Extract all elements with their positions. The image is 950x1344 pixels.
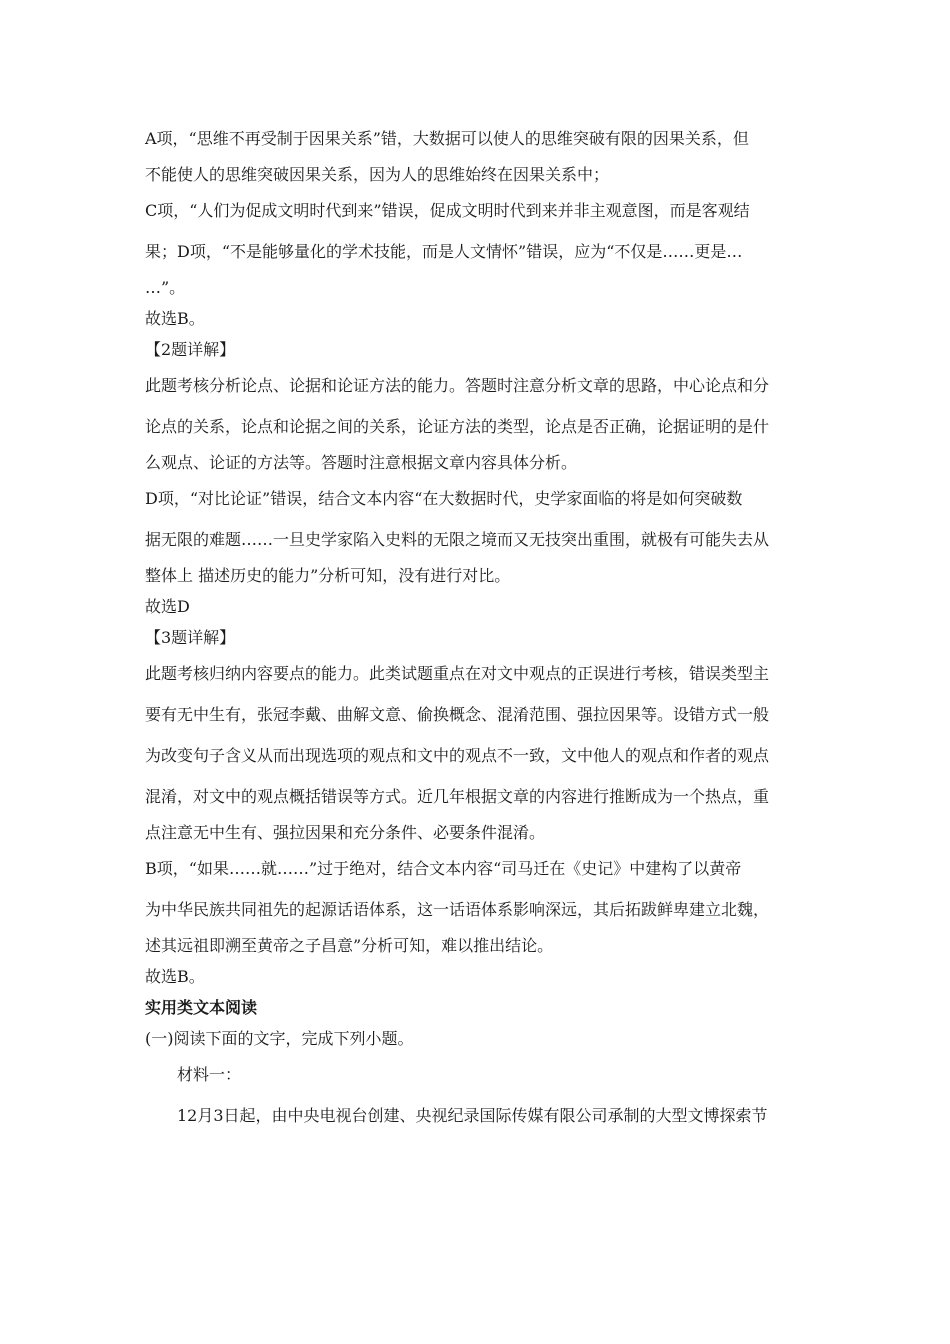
text-line: (一)阅读下面的文字，完成下列小题。	[145, 1029, 414, 1048]
text-line: 混淆，对文中的观点概括错误等方式。近几年根据文章的内容进行推断成为一个热点，重	[145, 787, 770, 806]
text-line: 述其远祖即溯至黄帝之子昌意”分析可知，难以推出结论。	[145, 936, 554, 955]
text-line: 论点的关系，论点和论据之间的关系，论证方法的类型，论点是否正确，论据证明的是什	[145, 417, 770, 436]
text-line: 故选B。	[145, 967, 205, 986]
text-line: 整体上 描述历史的能力”分析可知，没有进行对比。	[145, 566, 511, 585]
text-line: 么观点、论证的方法等。答题时注意根据文章内容具体分析。	[145, 453, 578, 472]
text-line: 要有无中生有，张冠李戴、曲解文意、偷换概念、混淆范围、强拉因果等。设错方式一般	[145, 705, 770, 724]
text-line: 果；D项，“不是能够量化的学术技能，而是人文情怀”错误，应为“不仅是……更是…	[145, 242, 743, 261]
text-line: D项，“对比论证”错误，结合文本内容“在大数据时代，史学家面临的将是如何突破数	[145, 489, 743, 508]
text-line: 据无限的难题……一旦史学家陷入史料的无限之境而又无技突出重围，就极有可能失去从	[145, 530, 770, 549]
section-heading: 实用类文本阅读	[145, 998, 258, 1017]
document-body	[145, 118, 805, 1136]
text-line: …”。	[145, 278, 186, 297]
text-line: B项，“如果……就……”过于绝对，结合文本内容“司马迁在《史记》中建构了以黄帝	[145, 859, 742, 878]
text-line: 故选D	[145, 597, 190, 616]
text-line: 【2题详解】	[145, 340, 236, 359]
text-line: 故选B。	[145, 309, 205, 328]
text-line: 12月3日起，由中央电视台创建、央视纪录国际传媒有限公司承制的大型文博探索节	[177, 1106, 768, 1125]
text-line: C项，“人们为促成文明时代到来”错误，促成文明时代到来并非主观意图，而是客观结	[145, 201, 750, 220]
text-line: 不能使人的思维突破因果关系，因为人的思维始终在因果关系中；	[145, 165, 610, 184]
text-line: 材料一：	[177, 1065, 242, 1084]
text-line: 点注意无中生有、强拉因果和充分条件、必要条件混淆。	[145, 823, 546, 842]
text-line: A项，“思维不再受制于因果关系”错，大数据可以使人的思维突破有限的因果关系，但	[145, 129, 749, 148]
text-line: 为中华民族共同祖先的起源话语体系，这一话语体系影响深远，其后拓跋鲜卑建立北魏，	[145, 900, 770, 919]
text-line: 此题考核归纳内容要点的能力。此类试题重点在对文中观点的正误进行考核，错误类型主	[145, 664, 770, 683]
text-line: 【3题详解】	[145, 628, 236, 647]
text-line: 此题考核分析论点、论据和论证方法的能力。答题时注意分析文章的思路，中心论点和分	[145, 376, 770, 395]
text-line: 为改变句子含义从而出现选项的观点和文中的观点不一致，文中他人的观点和作者的观点	[145, 746, 770, 765]
